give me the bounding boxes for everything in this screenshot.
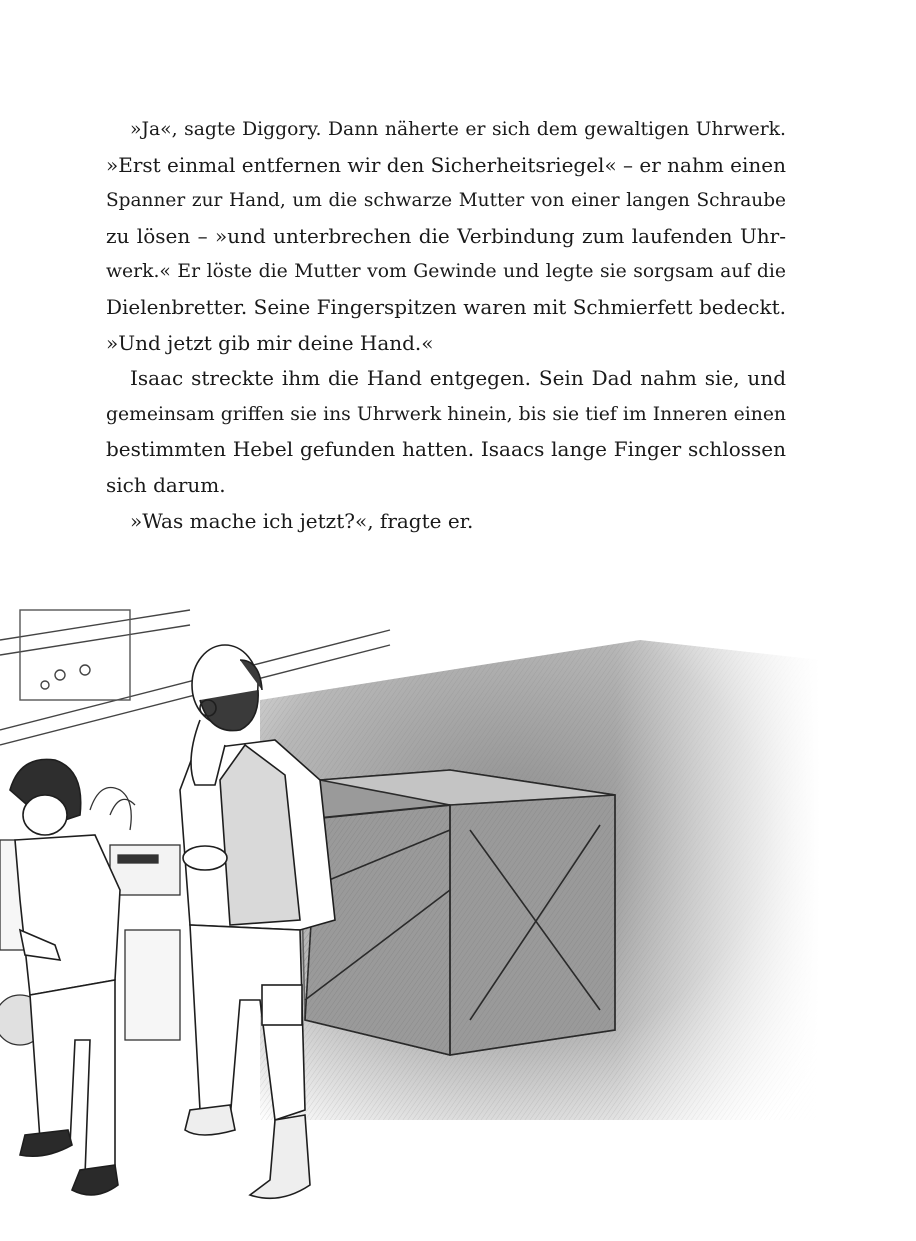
text-line: Isaac streckte ihm die Hand entgegen. Sein Dad nahm sie, und <box>130 366 786 391</box>
story-text <box>106 112 786 539</box>
text-line: Dielenbretter. Seine Fingerspitzen waren mit Schmierfett bedeckt. <box>106 294 786 319</box>
workshop-illustration <box>0 600 820 1241</box>
text-line: zu lösen – »und unterbrechen die Verbindung zum laufenden Uhr- <box>106 223 786 248</box>
text-line: werk.« Er löste die Mutter vom Gewinde und legte sie sorgsam auf die <box>106 261 786 283</box>
text-line: sich darum. <box>106 472 226 497</box>
text-line: »Ja«, sagte Diggory. Dann näherte er sich dem gewaltigen Uhrwerk. <box>130 119 786 140</box>
text-line: gemeinsam griffen sie ins Uhrwerk hinein, bis sie tief im Inneren einen <box>106 403 786 425</box>
text-line: Spanner zur Hand, um die schwarze Mutter von einer langen Schraube <box>106 190 786 212</box>
text-line: »Und jetzt gib mir deine Hand.« <box>106 330 434 355</box>
text-line: »Was mache ich jetzt?«, fragte er. <box>130 508 474 533</box>
text-line: »Erst einmal entfernen wir den Sicherheitsriegel« – er nahm einen <box>106 152 786 177</box>
paragraph-3 <box>106 504 786 540</box>
paragraph-2 <box>106 361 786 503</box>
wooden-crate <box>300 770 615 1055</box>
paragraph-1 <box>106 112 786 361</box>
text-line: bestimmten Hebel gefunden hatten. Isaacs lange Finger schlossen <box>106 437 786 462</box>
